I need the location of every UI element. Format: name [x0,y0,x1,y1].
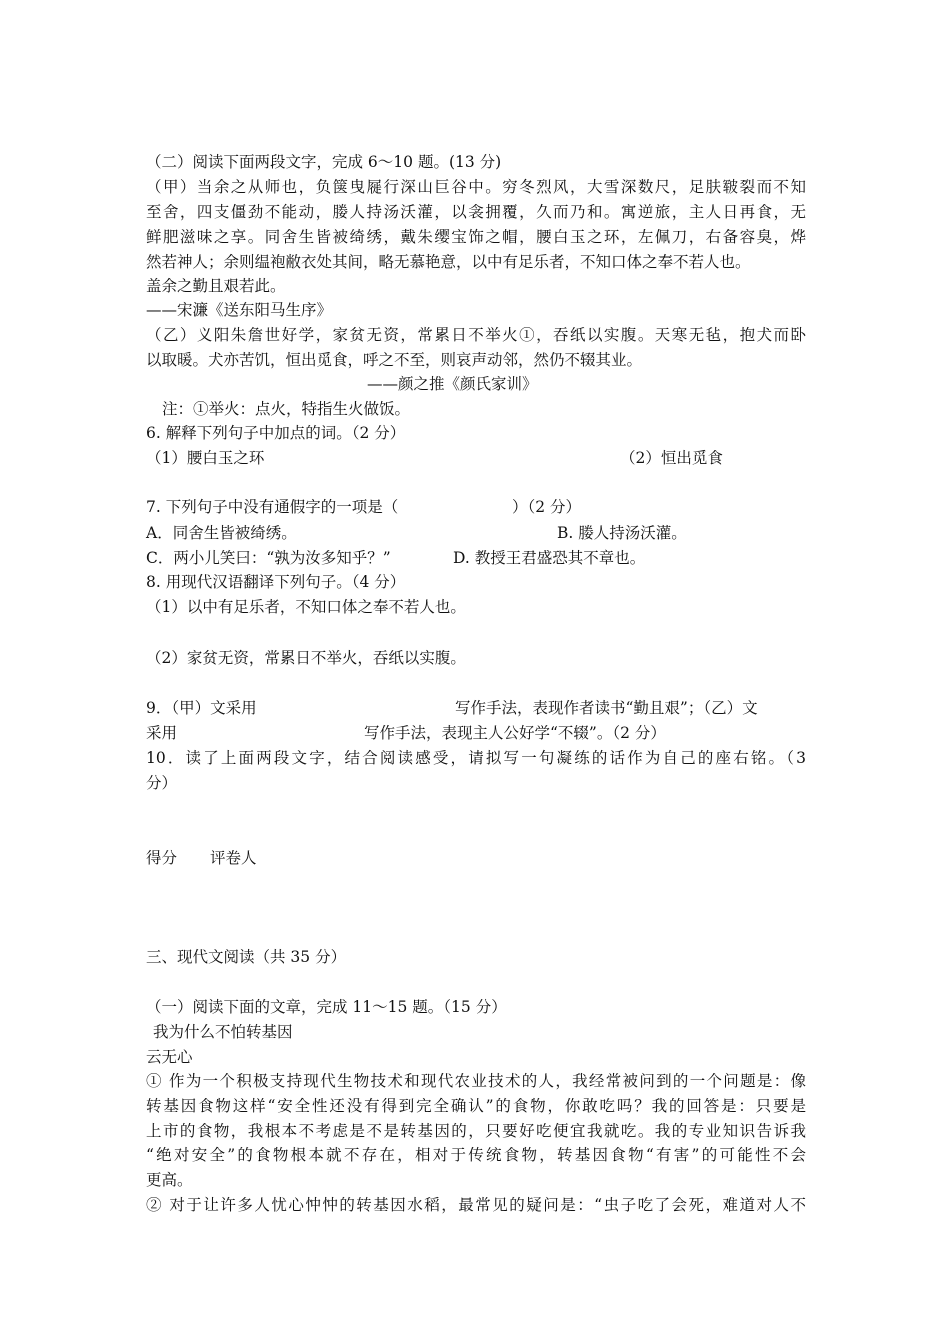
article-author: 云无心 [146,1048,193,1066]
question-10-line-1: 10．读了上面两段文字，结合阅读感受，请拟写一句凝练的话作为自己的座右铭。（3 [146,749,806,767]
score-label: 得分 [146,849,178,867]
section-3-title: 三、现代文阅读（共 35 分） [146,948,347,966]
passage-jia-line-3: 鲜肥滋味之享。同舍生皆被绮绣，戴朱缨宝饰之帽，腰白玉之环，左佩刀，右备容臭，烨 [146,228,806,246]
footnote: 注：①举火：点火，特指生火做饭。 [162,400,411,418]
question-6-item-1: （1）腰白玉之环 [146,449,265,467]
passage-jia-line-4: 然若神人；余则缊袍敝衣处其间，略无慕艳意，以中有足乐者，不知口体之奉不若人也。 [146,253,751,271]
question-9-line-1-right: 写作手法，表现作者读书“勤且艰”；（乙）文 [455,699,758,717]
passage-yi-line-2: 以取暖。犬亦苦饥，恒出觅食，呼之不至，则哀声动邻，然仍不辍其业。 [146,351,643,369]
question-7-option-a: A．同舍生皆被绮绣。 [146,524,297,542]
question-7-score: ）（2 分） [512,498,582,516]
question-10-line-2: 分） [146,774,178,792]
question-7-option-c: C．两小儿笑曰：“孰为汝多知乎？” [146,549,391,567]
question-8-item-2: （2）家贫无资，常累日不举火，吞纸以实腹。 [146,649,466,667]
question-9-line-2-right: 写作手法，表现主人公好学“不辍”。（2 分） [364,724,666,742]
subsection-1-title: （一）阅读下面的文章，完成 11～15 题。（15 分） [146,998,507,1016]
question-6-stem: 6. 解释下列句子中加点的词。（2 分） [146,424,406,442]
passage-jia-source: ——宋濂《送东阳马生序》 [146,301,333,319]
passage-jia-line-1: （甲）当余之从师也，负箧曳屣行深山巨谷中。穷冬烈风，大雪深数尺，足肤皲裂而不知 [146,178,806,196]
question-9-line-2-left: 采用 [146,724,178,742]
question-9-line-1-left: 9．（甲）文采用 [146,699,257,717]
passage-jia-line-5: 盖余之勤且艰若此。 [146,277,286,295]
paragraph-1-line-5: 更高。 [146,1171,193,1189]
question-6-item-2: （2）恒出觅食 [620,449,723,467]
question-7-option-d: D. 教授王君盛恐其不章也。 [453,549,646,567]
passage-yi-line-1: （乙）义阳朱詹世好学，家贫无资，常累日不举火①，吞纸以实腹。天寒无毡，抱犬而卧 [146,326,806,344]
paragraph-1-line-1: ① 作为一个积极支持现代生物技术和现代农业技术的人，我经常被问到的一个问题是：像 [146,1072,806,1090]
question-8-item-1: （1）以中有足乐者，不知口体之奉不若人也。 [146,598,466,616]
question-7-stem: 7. 下列句子中没有通假字的一项是（ [146,498,399,516]
grader-label: 评卷人 [210,849,257,867]
passage-yi-source: ——颜之推《颜氏家训》 [367,375,538,393]
paragraph-1-line-4: “绝对安全”的食物根本就不存在，相对于传统食物，转基因食物“有害”的可能性不会 [146,1146,806,1164]
paragraph-1-line-3: 上市的食物，我根本不考虑是不是转基因的，只要好吃便宜我就吃。我的专业知识告诉我 [146,1122,806,1140]
article-title: 我为什么不怕转基因 [153,1023,293,1041]
section-2-title: （二）阅读下面两段文字，完成 6～10 题。(13 分) [146,153,502,171]
question-7-option-b: B. 媵人持汤沃灌。 [557,524,687,542]
passage-jia-line-2: 至舍，四支僵劲不能动，媵人持汤沃灌，以衾拥覆，久而乃和。寓逆旅，主人日再食，无 [146,203,806,221]
paragraph-1-line-2: 转基因食物这样“安全性还没有得到完全确认”的食物，你敢吃吗？我的回答是：只要是 [146,1097,806,1115]
question-8-stem: 8. 用现代汉语翻译下列句子。（4 分） [146,573,406,591]
paragraph-2-line-1: ② 对于让许多人忧心忡忡的转基因水稻，最常见的疑问是：“虫子吃了会死，难道对人不 [146,1196,806,1214]
